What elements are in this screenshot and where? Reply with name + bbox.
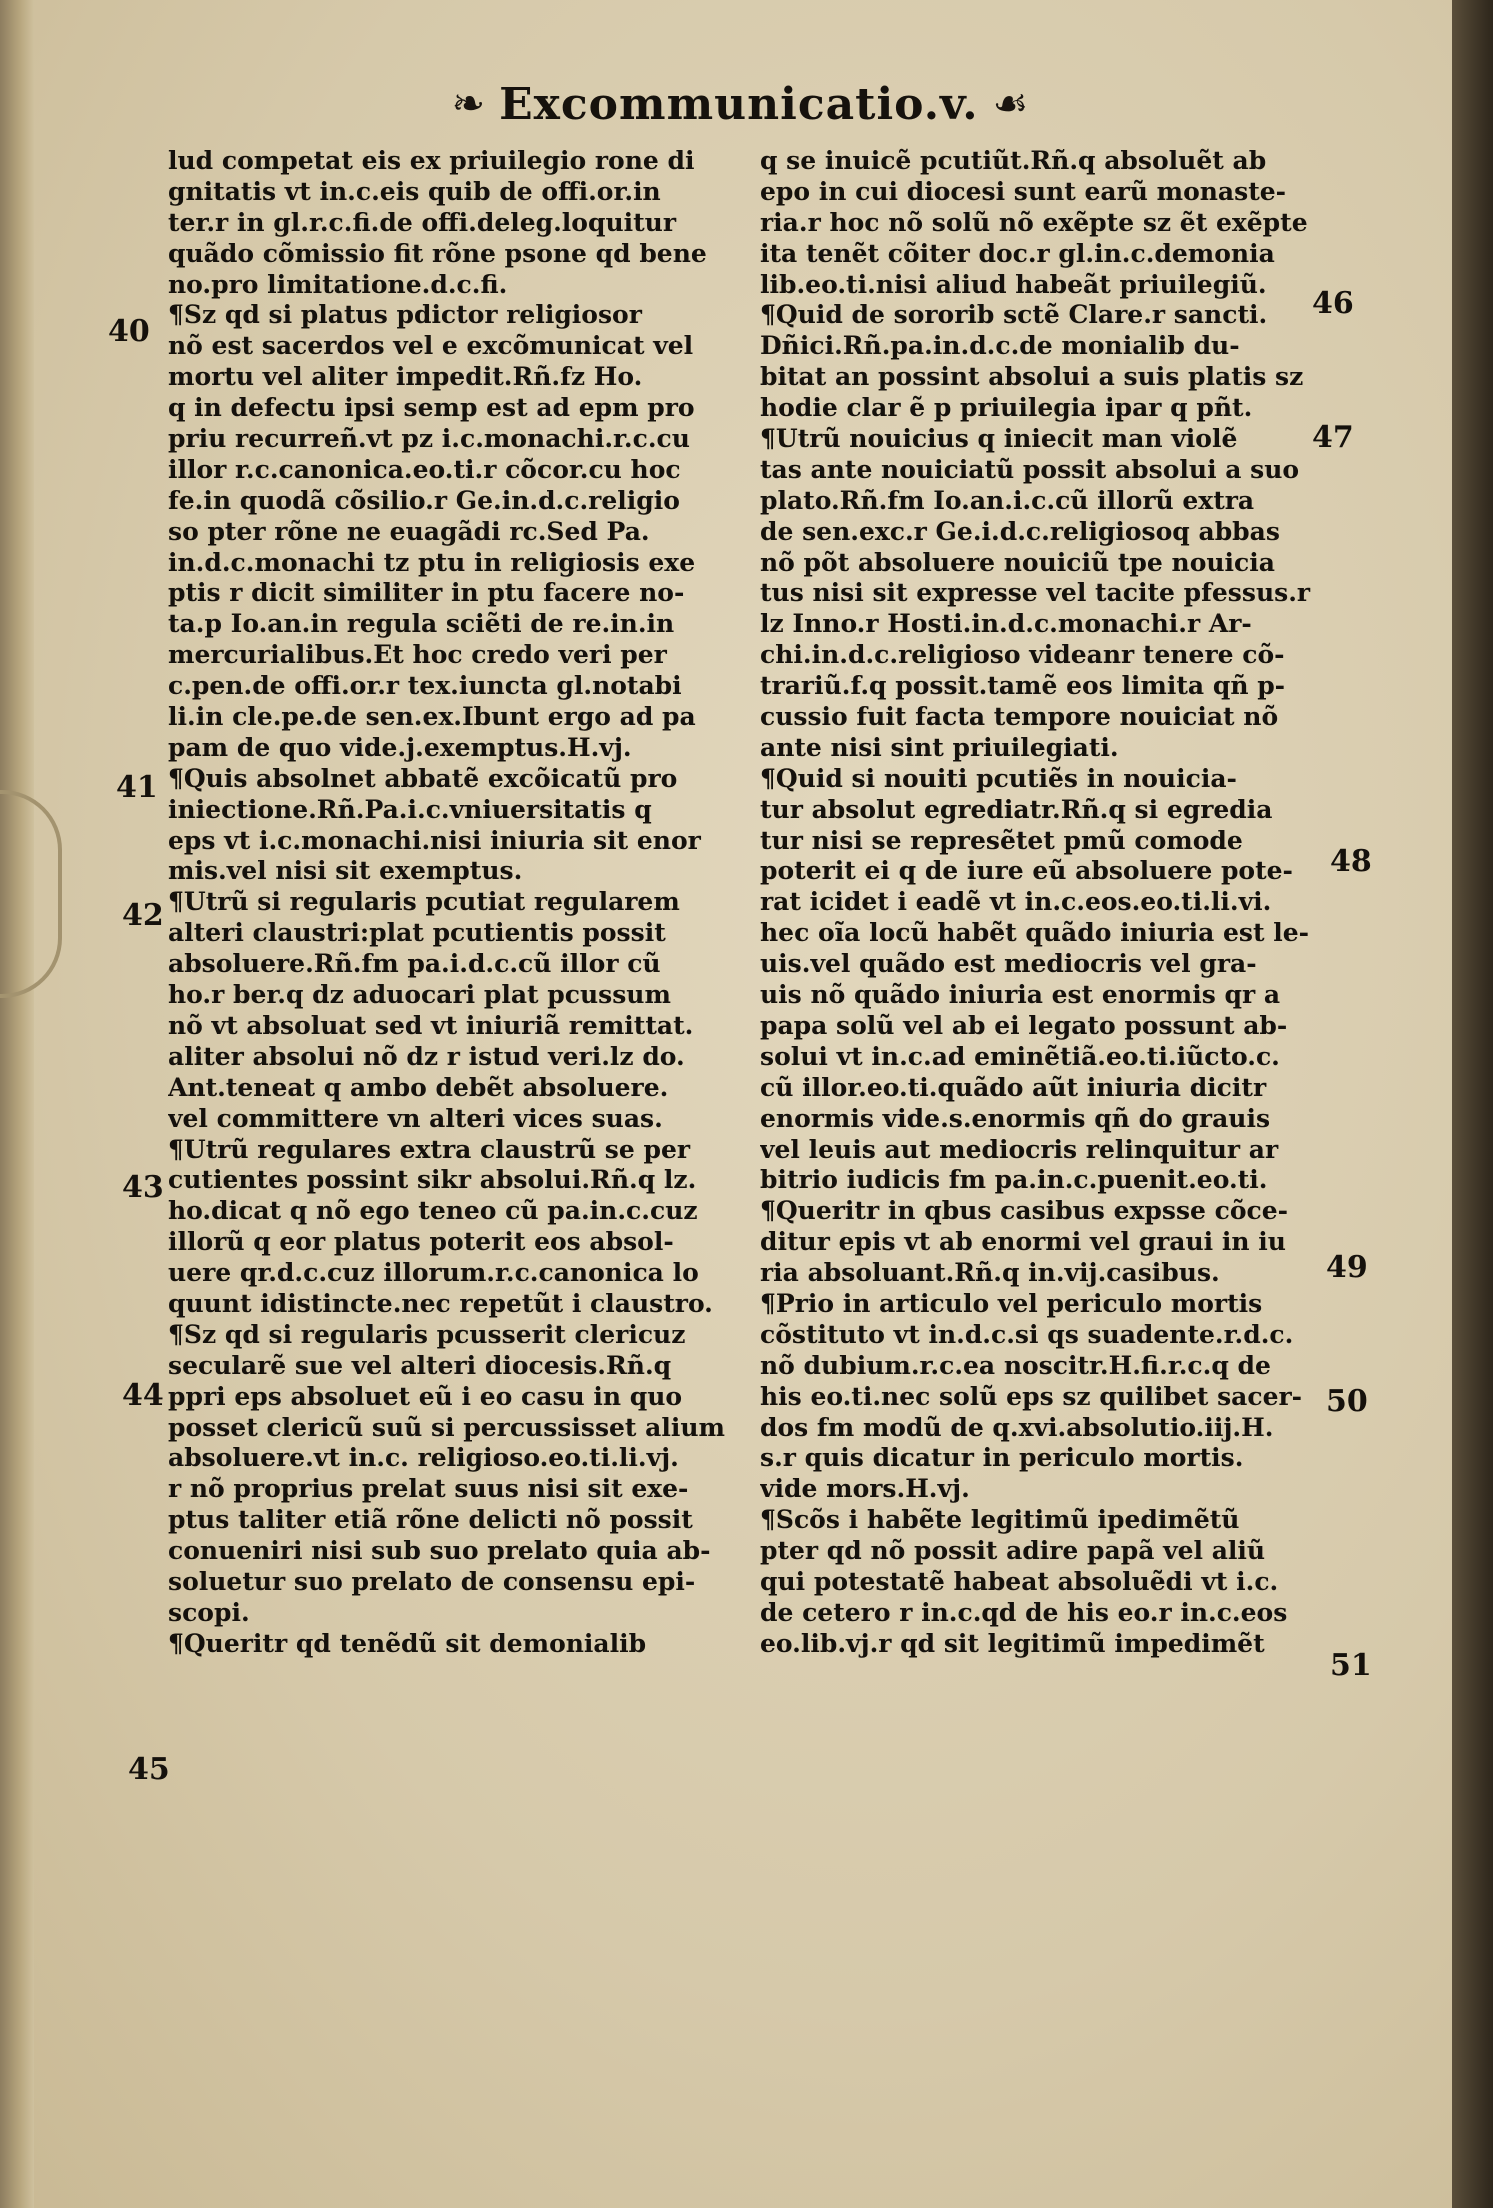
right-column-line: chi.in.d.c.religioso videanr tenere cõ- (760, 640, 1285, 670)
left-column-line: vel committere vn alteri vices suas. (168, 1103, 663, 1133)
left-column-line: quãdo cõmissio fit rõne psone qd bene (168, 238, 707, 268)
margin-number-40: 40 (108, 314, 150, 349)
left-column-line: eps vt i.c.monachi.nisi iniuria sit enor (168, 825, 701, 855)
left-column-line: pam de quo vide.j.exemptus.H.vj. (168, 732, 632, 762)
right-column-line: de cetero r in.c.qd de his eo.r in.c.eos (760, 1597, 1288, 1627)
margin-number-45: 45 (128, 1752, 170, 1787)
left-column-line: nõ vt absoluat sed vt iniuriã remittat. (168, 1010, 694, 1040)
right-column-line: poterit ei q de iure eũ absoluere pote- (760, 856, 1293, 886)
margin-number-48: 48 (1330, 844, 1372, 879)
left-column-line: mis.vel nisi sit exemptus. (168, 856, 523, 886)
right-column-line: trariũ.f.q possit.tamẽ eos limita qñ p- (760, 671, 1286, 701)
left-column-line: ¶Utrũ si regularis pcutiat regularem (168, 887, 680, 917)
right-column-line: ita tenẽt cõiter doc.r gl.in.c.demonia (760, 238, 1275, 268)
left-column-line: illor r.c.canonica.eo.ti.r cõcor.cu hoc (168, 454, 681, 484)
right-column-line: plato.Rñ.fm Io.an.i.c.cũ illorũ extra (760, 485, 1255, 515)
right-column-line: qui potestatẽ habeat absoluẽdi vt i.c. (760, 1566, 1279, 1596)
right-column-line: nõ põt absoluere nouiciũ tpe nouicia (760, 547, 1275, 577)
left-column-line: mercurialibus.Et hoc credo veri per (168, 640, 667, 670)
right-column-line: vel leuis aut mediocris relinquitur ar (760, 1134, 1279, 1164)
right-column-line: cussio fuit facta tempore nouiciat nõ (760, 702, 1279, 732)
left-column-line: ho.dicat q nõ ego teneo cũ pa.in.c.cuz (168, 1196, 698, 1226)
right-column-line: tur nisi se represẽtet pmũ comode (760, 825, 1243, 855)
left-column-line: alteri claustri:plat pcutientis possit (168, 918, 666, 948)
left-column-line: uere qr.d.c.cuz illorum.r.c.canonica lo (168, 1258, 699, 1288)
right-column-line: enormis vide.s.enormis qñ do grauis (760, 1103, 1271, 1133)
left-column-line: c.pen.de offi.or.r tex.iuncta gl.notabi (168, 671, 682, 701)
left-column-line: secularẽ sue vel alteri diocesis.Rñ.q (168, 1350, 672, 1380)
left-column-line: q in defectu ipsi semp est ad epm pro (168, 393, 695, 423)
right-column-line: cũ illor.eo.ti.quãdo aũt iniuria dicitr (760, 1072, 1267, 1102)
left-column-line: lud competat eis ex priuilegio rone di (168, 146, 695, 175)
margin-number-42: 42 (122, 898, 164, 933)
right-text-column (760, 146, 1320, 1660)
left-column-line: ¶Sz qd si platus pdictor religiosor (168, 300, 642, 330)
right-column-line: ¶Quid de sororib sctẽ Clare.r sancti. (760, 300, 1268, 330)
page-title: Excommunicatio.v. (499, 78, 979, 130)
right-column-line: epo in cui diocesi sunt earũ monaste- (760, 176, 1287, 206)
margin-number-49: 49 (1326, 1250, 1368, 1285)
left-column-line: quunt idistincte.nec repetũt i claustro. (168, 1288, 713, 1318)
left-column-line: in.d.c.monachi tz ptu in religiosis exe (168, 547, 696, 577)
left-column-line: priu recurreñ.vt pz i.c.monachi.r.c.cu (168, 424, 690, 454)
margin-number-47: 47 (1312, 420, 1354, 455)
right-column-line: lz Inno.r Hosti.in.d.c.monachi.r Ar- (760, 609, 1252, 639)
right-column-line: de sen.exc.r Ge.i.d.c.religiosoq abbas (760, 516, 1280, 546)
left-column-line: so pter rõne ne euagãdi rc.Sed Pa. (168, 516, 650, 546)
right-column-line: tus nisi sit expresse vel tacite pfessus.r (760, 578, 1311, 608)
left-column-line: ¶Quis absolnet abbatẽ excõicatũ pro (168, 763, 678, 793)
margin-number-44: 44 (122, 1378, 164, 1413)
left-column-line: li.in cle.pe.de sen.ex.Ibunt ergo ad pa (168, 702, 696, 732)
right-column-line: rat icidet i eadẽ vt in.c.eos.eo.ti.li.vi. (760, 887, 1272, 917)
right-column-line: vide mors.H.vj. (760, 1474, 970, 1504)
right-column-line: ¶Scõs i habẽte legitimũ ipedimẽtũ (760, 1505, 1240, 1535)
margin-number-51: 51 (1330, 1648, 1372, 1683)
left-column-line: mortu vel aliter impedit.Rñ.fz Ho. (168, 362, 643, 392)
right-column-line: solui vt in.c.ad eminẽtiã.eo.ti.iũcto.c. (760, 1041, 1280, 1071)
right-column-line: ria.r hoc nõ solũ nõ exẽpte sz ẽt exẽpte (760, 207, 1308, 237)
margin-number-46: 46 (1312, 286, 1354, 321)
right-column-line: ¶Quid si nouiti pcutiẽs in nouicia- (760, 763, 1237, 793)
left-column-line: ppri eps absoluet eũ i eo casu in quo (168, 1381, 683, 1411)
left-column-line: no.pro limitatione.d.c.fi. (168, 269, 508, 299)
right-column-line: pter qd nõ possit adire papã vel aliũ (760, 1536, 1266, 1566)
left-column-line: gnitatis vt in.c.eis quib de offi.or.in (168, 176, 661, 206)
right-column-line: uis.vel quãdo est mediocris vel gra- (760, 949, 1257, 979)
left-column-line: fe.in quodã cõsilio.r Ge.in.d.c.religio (168, 485, 680, 515)
binding-clasp (0, 790, 62, 998)
left-column-line: iniectione.Rñ.Pa.i.c.vniuersitatis q (168, 794, 652, 824)
right-column-line: dos fm modũ de q.xvi.absolutio.iij.H. (760, 1412, 1274, 1442)
left-column-line: cutientes possint sikr absolui.Rñ.q lz. (168, 1165, 697, 1195)
right-column-line: hodie clar ẽ p priuilegia ipar q pñt. (760, 393, 1253, 423)
right-column-line: uis nõ quãdo iniuria est enormis qr a (760, 980, 1281, 1010)
left-column-line: scopi. (168, 1597, 250, 1627)
right-column-line: tur absolut egrediatr.Rñ.q si egredia (760, 794, 1273, 824)
page-gutter (0, 0, 34, 2208)
right-column-line: ¶Queritr in qbus casibus expsse cõce- (760, 1196, 1289, 1226)
left-column-line: ta.p Io.an.in regula sciẽti de re.in.in (168, 609, 675, 639)
left-column-line: ¶Queritr qd tenẽdũ sit demonialib (168, 1628, 647, 1658)
right-column-line: ¶Utrũ nouicius q iniecit man violẽ (760, 424, 1238, 454)
book-cover-edge (1452, 0, 1493, 2208)
right-column-line: his eo.ti.nec solũ eps sz quilibet sacer- (760, 1381, 1303, 1411)
right-column-line: lib.eo.ti.nisi aliud habeãt priuilegiũ. (760, 269, 1267, 299)
right-column-line: ¶Prio in articulo vel periculo mortis (760, 1288, 1263, 1318)
right-column-line: bitat an possint absolui a suis platis sz (760, 362, 1304, 392)
left-column-line: posset clericũ suũ si percussisset alium (168, 1412, 725, 1442)
left-column-line: conueniri nisi sub suo prelato quia ab- (168, 1536, 711, 1566)
left-column-line: absoluere.Rñ.fm pa.i.d.c.cũ illor cũ (168, 949, 661, 979)
left-column-line: ptis r dicit similiter in ptu facere no- (168, 578, 685, 608)
scroll-flourish-right-icon: ☙ (992, 81, 1029, 127)
right-column-line: cõstituto vt in.d.c.si qs suadente.r.d.c. (760, 1319, 1294, 1349)
left-text-column (168, 146, 728, 1660)
right-column-line: Dñici.Rñ.pa.in.d.c.de monialib du- (760, 331, 1240, 361)
right-column-line: ante nisi sint priuilegiati. (760, 732, 1119, 762)
left-column-line: ptus taliter etiã rõne delicti nõ possit (168, 1505, 693, 1535)
left-column-line: ¶Sz qd si regularis pcusserit clericuz (168, 1319, 686, 1349)
margin-number-43: 43 (122, 1170, 164, 1205)
left-column-line: absoluere.vt in.c. religioso.eo.ti.li.vj. (168, 1443, 679, 1473)
left-column-line: ter.r in gl.r.c.fi.de offi.deleg.loquitur (168, 207, 677, 237)
right-column-line: bitrio iudicis fm pa.in.c.puenit.eo.ti. (760, 1165, 1268, 1195)
scroll-flourish-left-icon: ❧ (451, 81, 486, 127)
left-column-line: ¶Utrũ regulares extra claustrũ se per (168, 1134, 691, 1164)
right-column-line: q se inuicẽ pcutiũt.Rñ.q absoluẽt ab (760, 146, 1267, 175)
right-column-line: papa solũ vel ab ei legato possunt ab- (760, 1010, 1288, 1040)
right-column-line: nõ dubium.r.c.ea noscitr.H.fi.r.c.q de (760, 1350, 1271, 1380)
running-header (390, 74, 1090, 134)
left-column-line: soluetur suo prelato de consensu epi- (168, 1566, 696, 1596)
left-column-line: illorũ q eor platus poterit eos absol- (168, 1227, 674, 1257)
left-column-line: nõ est sacerdos vel e excõmunicat vel (168, 331, 694, 361)
margin-number-41: 41 (116, 770, 158, 805)
margin-number-50: 50 (1326, 1384, 1368, 1419)
left-column-line: r nõ proprius prelat suus nisi sit exe- (168, 1474, 689, 1504)
left-column-line: ho.r ber.q dz aduocari plat pcussum (168, 980, 671, 1010)
right-column-line: ria absoluant.Rñ.q in.vij.casibus. (760, 1258, 1220, 1288)
right-column-line: s.r quis dicatur in periculo mortis. (760, 1443, 1244, 1473)
right-column-line: eo.lib.vj.r qd sit legitimũ impedimẽt (760, 1628, 1265, 1658)
left-column-line: aliter absolui nõ dz r istud veri.lz do. (168, 1041, 685, 1071)
right-column-line: tas ante nouiciatũ possit absolui a suo (760, 454, 1300, 484)
right-column-line: hec oĩa locũ habẽt quãdo iniuria est le- (760, 918, 1310, 948)
right-column-line: ditur epis vt ab enormi vel graui in iu (760, 1227, 1286, 1257)
left-column-line: Ant.teneat q ambo debẽt absoluere. (168, 1072, 669, 1102)
